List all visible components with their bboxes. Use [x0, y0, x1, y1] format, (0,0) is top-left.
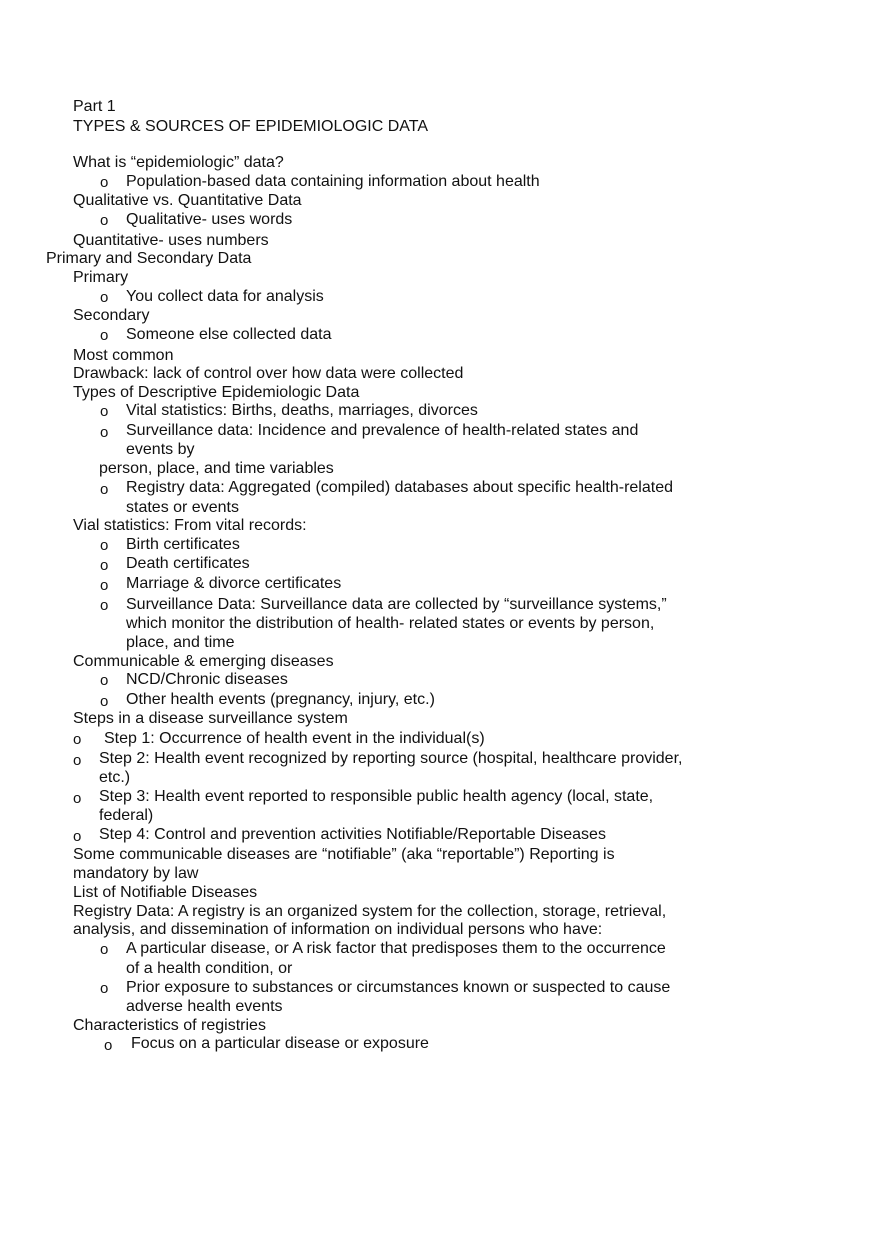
step-1: Step 1: Occurrence of health event in the individual(s)	[104, 730, 485, 747]
step-3-line2: federal)	[99, 807, 154, 824]
surveillance-data-item-line2: which monitor the distribution of health- related states or events by person,	[126, 615, 655, 632]
bullet-marker: o	[100, 424, 109, 441]
death-certificates-item: Death certificates	[126, 555, 250, 572]
quantitative-line: Quantitative- uses numbers	[73, 232, 269, 249]
someone-else-item: Someone else collected data	[126, 326, 332, 343]
primary-heading: Primary	[73, 269, 129, 286]
bullet-marker: o	[100, 174, 109, 191]
bullet-marker: o	[100, 597, 109, 614]
communicable-heading: Communicable & emerging diseases	[73, 653, 334, 670]
drawback-line: Drawback: lack of control over how data were collected	[73, 365, 464, 382]
notifiable-line2: mandatory by law	[73, 865, 199, 882]
primary-secondary-heading: Primary and Secondary Data	[46, 250, 252, 267]
bullet-marker: o	[100, 212, 109, 229]
birth-certificates-item: Birth certificates	[126, 536, 240, 553]
qual-vs-quant-heading: Qualitative vs. Quantitative Data	[73, 192, 302, 209]
step-4: Step 4: Control and prevention activities Notifiable/Reportable Diseases	[99, 826, 606, 843]
document-title: TYPES & SOURCES OF EPIDEMIOLOGIC DATA	[73, 118, 429, 135]
bullet-marker: o	[100, 577, 109, 594]
bullet-marker: o	[100, 289, 109, 306]
prior-exposure-item-line1: Prior exposure to substances or circumstances known or suspected to cause	[126, 979, 671, 996]
bullet-marker: o	[100, 537, 109, 554]
registry-data-line1: Registry Data: A registry is an organized system for the collection, storage, retrieval,	[73, 903, 667, 920]
other-health-events-item: Other health events (pregnancy, injury, etc.)	[126, 691, 435, 708]
vital-statistics-item: Vital statistics: Births, deaths, marriages, divorces	[126, 402, 478, 419]
bullet-marker: o	[73, 828, 82, 845]
particular-disease-item-line1: A particular disease, or A risk factor that predisposes them to the occurrence	[126, 940, 666, 957]
most-common-line: Most common	[73, 347, 174, 364]
bullet-marker: o	[100, 693, 109, 710]
marriage-certificates-item: Marriage & divorce certificates	[126, 575, 342, 592]
registry-item-line1: Registry data: Aggregated (compiled) databases about specific health-related	[126, 479, 673, 496]
step-2-line2: etc.)	[99, 769, 131, 786]
you-collect-item: You collect data for analysis	[126, 288, 324, 305]
step-3-line1: Step 3: Health event reported to responsible public health agency (local, state,	[99, 788, 654, 805]
characteristics-heading: Characteristics of registries	[73, 1017, 266, 1034]
registry-item-line2: states or events	[126, 499, 239, 516]
surveillance-data-item-line1: Surveillance Data: Surveillance data are collected by “surveillance systems,”	[126, 596, 667, 613]
surveillance-item-line1: Surveillance data: Incidence and prevalence of health-related states and	[126, 422, 639, 439]
surveillance-data-item-line3: place, and time	[126, 634, 235, 651]
part-label: Part 1	[73, 98, 116, 115]
what-is-heading: What is “epidemiologic” data?	[73, 154, 284, 171]
types-descriptive-heading: Types of Descriptive Epidemiologic Data	[73, 384, 360, 401]
qualitative-item: Qualitative- uses words	[126, 211, 293, 228]
notifiable-line1: Some communicable diseases are “notifiable” (aka “reportable”) Reporting is	[73, 846, 615, 863]
particular-disease-item-line2: of a health condition, or	[126, 960, 293, 977]
bullet-marker: o	[100, 557, 109, 574]
bullet-marker: o	[100, 481, 109, 498]
bullet-marker: o	[100, 980, 109, 997]
steps-heading: Steps in a disease surveillance system	[73, 710, 348, 727]
population-data-item: Population-based data containing information about health	[126, 173, 540, 190]
bullet-marker: o	[100, 403, 109, 420]
bullet-marker: o	[100, 327, 109, 344]
list-notifiable-line: List of Notifiable Diseases	[73, 884, 258, 901]
prior-exposure-item-line2: adverse health events	[126, 998, 283, 1015]
bullet-marker: o	[100, 941, 109, 958]
person-place-time-line: person, place, and time variables	[99, 460, 334, 477]
surveillance-item-line2: events by	[126, 441, 195, 458]
ncd-item: NCD/Chronic diseases	[126, 671, 288, 688]
secondary-heading: Secondary	[73, 307, 150, 324]
focus-item: Focus on a particular disease or exposure	[131, 1035, 429, 1052]
bullet-marker: o	[104, 1037, 113, 1054]
vial-statistics-heading: Vial statistics: From vital records:	[73, 517, 307, 534]
step-2-line1: Step 2: Health event recognized by reporting source (hospital, healthcare provider,	[99, 750, 683, 767]
bullet-marker: o	[73, 790, 82, 807]
bullet-marker: o	[73, 731, 82, 748]
bullet-marker: o	[73, 752, 82, 769]
bullet-marker: o	[100, 672, 109, 689]
registry-data-line2: analysis, and dissemination of information on individual persons who have:	[73, 921, 603, 938]
